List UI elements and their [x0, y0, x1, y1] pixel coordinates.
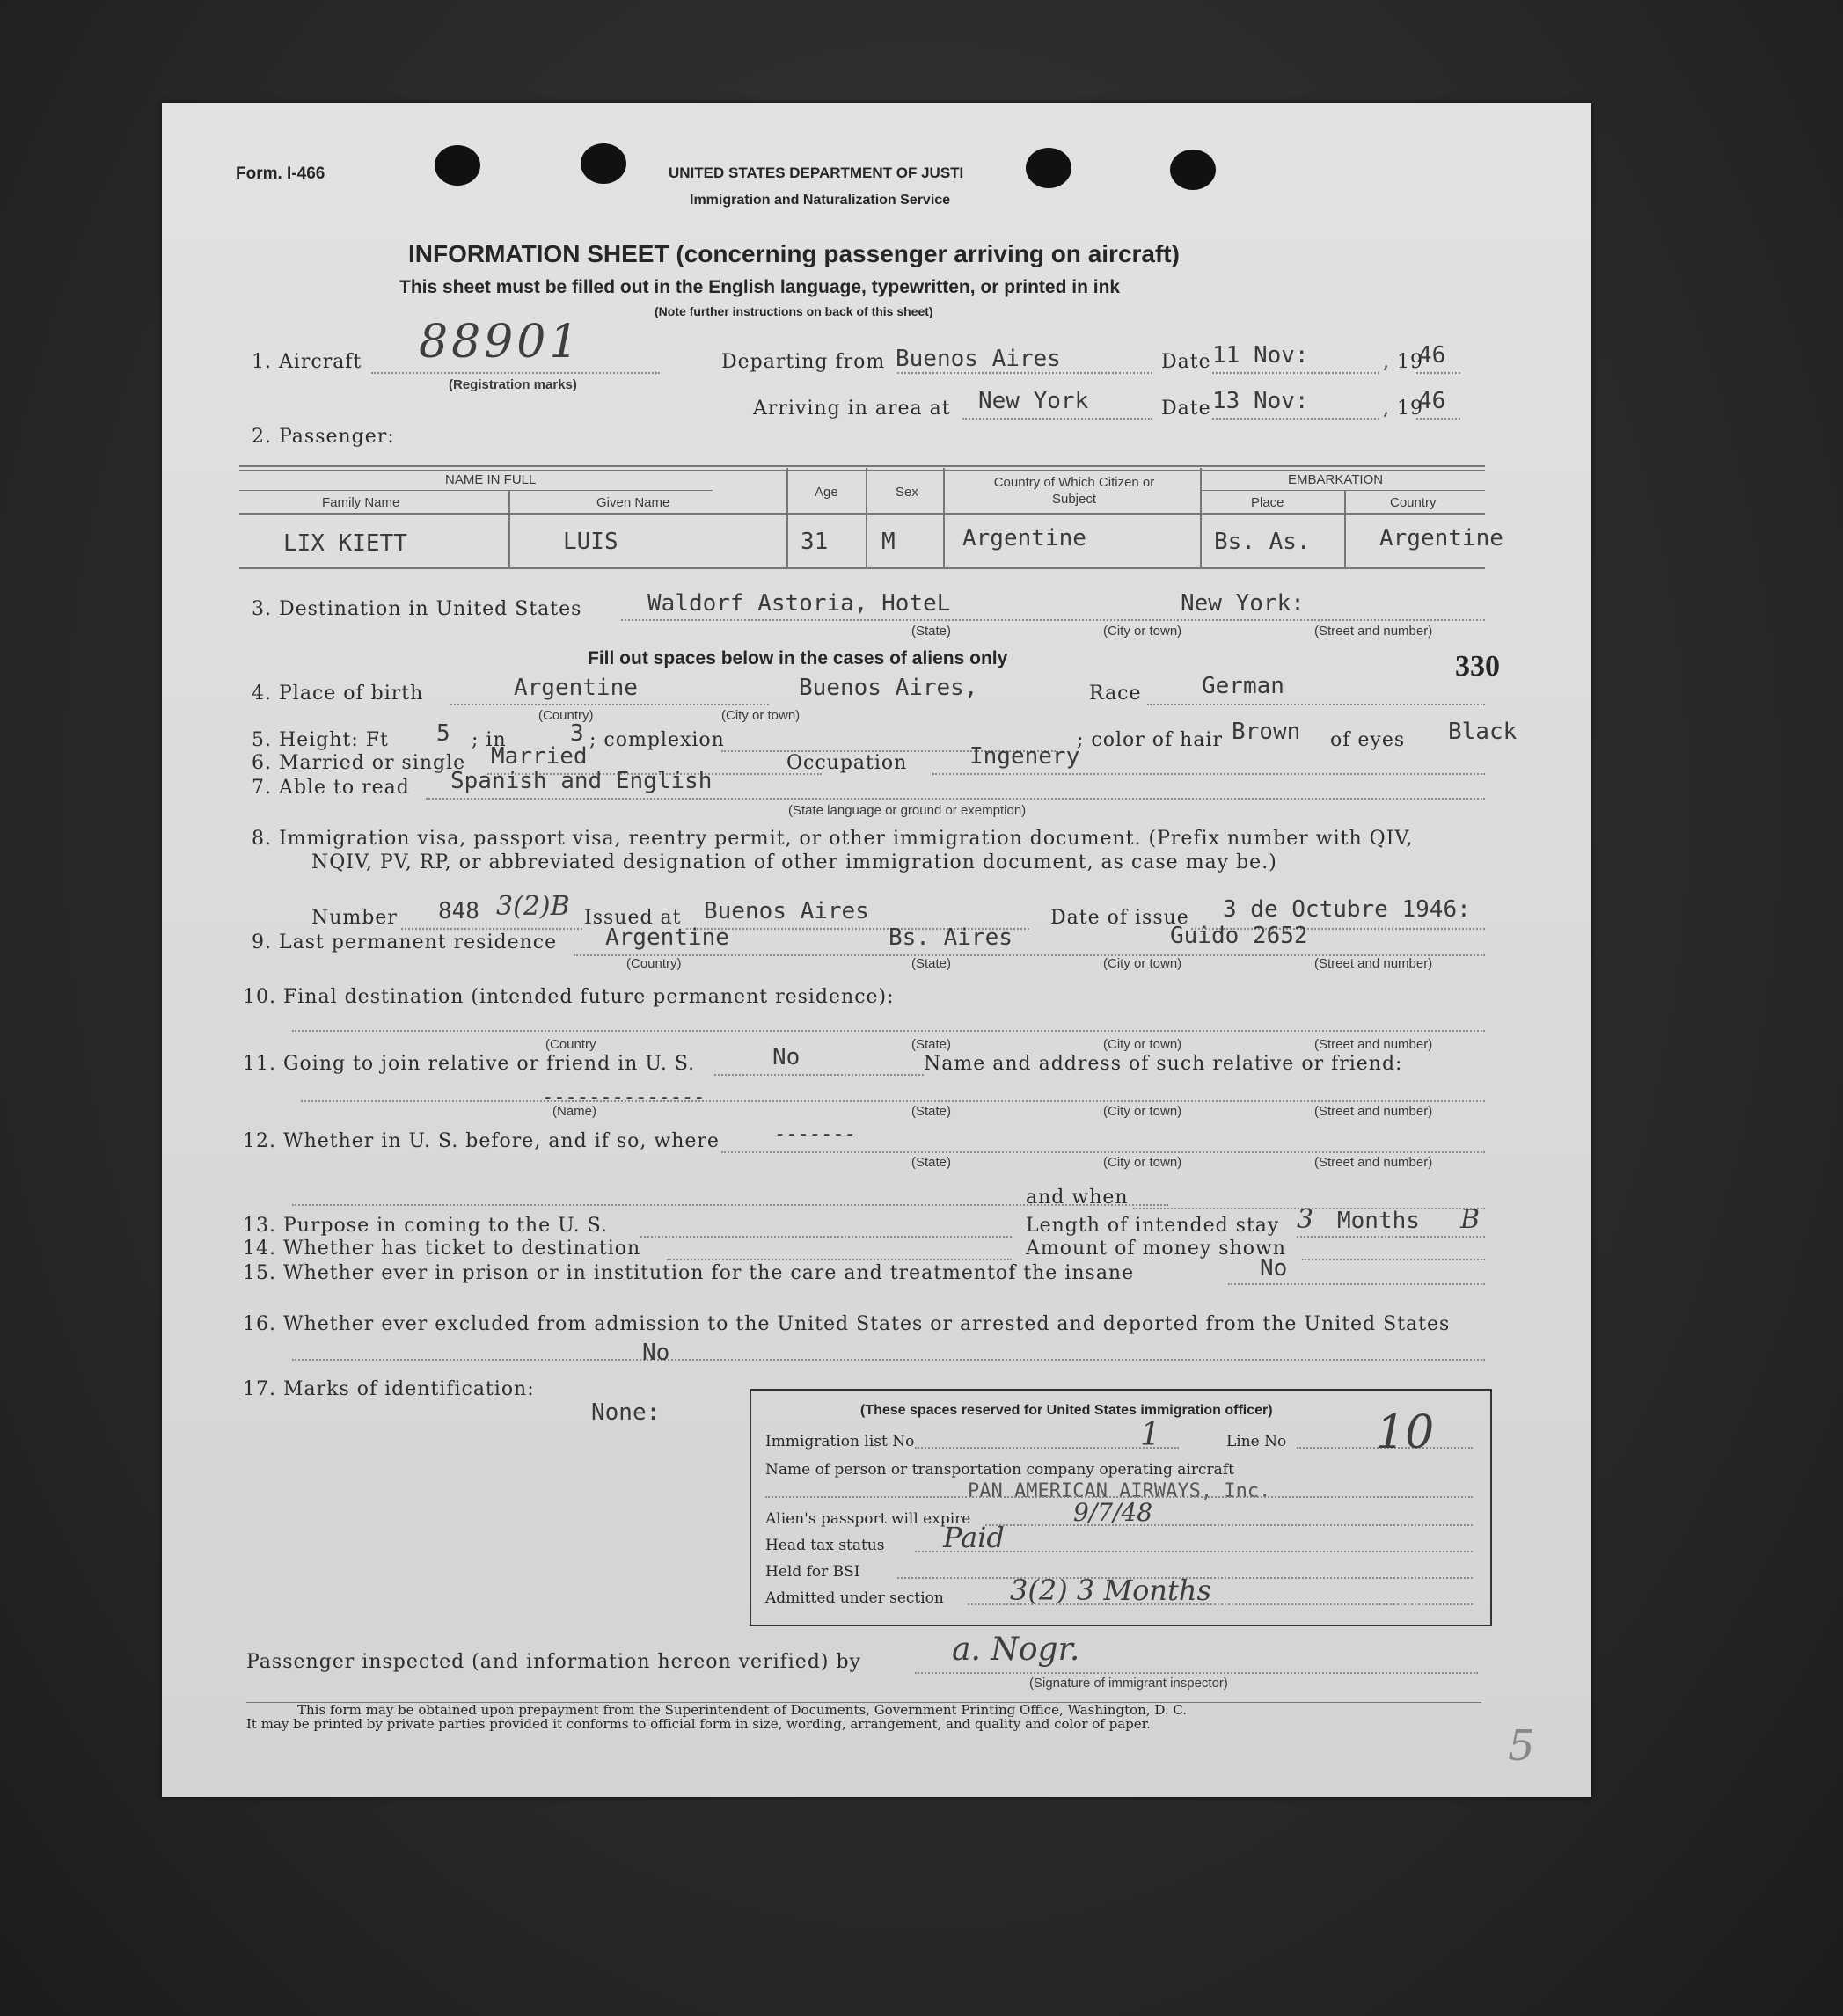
- relative-street-caption: (Street and number): [1314, 1104, 1433, 1119]
- read-label: 7. Able to read: [252, 777, 410, 799]
- before-street-caption: (Street and number): [1314, 1155, 1433, 1170]
- departing-value: Buenos Aires: [896, 346, 1061, 372]
- issued-at-value: Buenos Aires: [704, 898, 869, 924]
- page-title: INFORMATION SHEET (concerning passenger arriving on aircraft): [408, 240, 1180, 267]
- before-city-caption: (City or town): [1103, 1155, 1182, 1170]
- height-feet: 5: [436, 720, 450, 747]
- document-sheet: [162, 103, 1591, 1797]
- marital-label: 6. Married or single: [252, 752, 466, 774]
- embark-place-value: Bs. As.: [1214, 529, 1311, 555]
- visa-number: 848: [438, 898, 479, 924]
- passport-expire-label: Alien's passport will expire: [765, 1510, 971, 1528]
- line-number-value: 10: [1376, 1406, 1435, 1459]
- punch-hole: [435, 145, 480, 186]
- final-street-caption: (Street and number): [1314, 1037, 1433, 1052]
- before-state-caption: (State): [911, 1155, 952, 1170]
- eyes-label: of eyes: [1330, 729, 1406, 751]
- marks-label: 17. Marks of identification:: [243, 1378, 535, 1400]
- ticket-label: 14. Whether has ticket to destination: [243, 1238, 641, 1260]
- relative-name-caption: (Name): [552, 1104, 597, 1119]
- residence-city-caption: (City or town): [1103, 956, 1182, 971]
- relative-label: 11. Going to join relative or friend in U. S.: [243, 1053, 696, 1075]
- relative-value: No: [772, 1044, 801, 1070]
- birth-label: 4. Place of birth: [252, 683, 424, 705]
- prison-value: No: [1260, 1255, 1288, 1282]
- prison-label: 15. Whether ever in prison or in institution for the care and treatmentof the insane: [243, 1262, 1135, 1284]
- departure-date-label: Date: [1161, 351, 1211, 373]
- inspected-label: Passenger inspected (and information hereon verified) by: [246, 1651, 861, 1673]
- visa-number-handwritten: 3(2)B: [496, 891, 570, 922]
- when-label: and when: [1026, 1187, 1129, 1209]
- hair-label: ; color of hair: [1077, 729, 1223, 751]
- arrival-year: 46: [1418, 388, 1446, 414]
- destination-label: 3. Destination in United States: [252, 598, 582, 620]
- header-age: Age: [815, 485, 838, 500]
- citizen-value: Argentine: [962, 525, 1086, 551]
- purpose-label: 13. Purpose in coming to the U. S.: [243, 1215, 608, 1237]
- race-value: German: [1202, 673, 1284, 699]
- punch-hole: [1170, 150, 1216, 190]
- visa-number-label: Number: [311, 907, 398, 929]
- occupation-value: Ingenery: [969, 743, 1080, 770]
- hair-value: Brown: [1232, 719, 1301, 745]
- passenger-label: 2. Passenger:: [252, 426, 395, 448]
- eyes-value: Black: [1448, 719, 1518, 745]
- header-embarkation: EMBARKATION: [1288, 472, 1384, 487]
- instructions-note: (Note further instructions on back of this sheet): [655, 304, 933, 318]
- punch-hole: [1026, 148, 1071, 188]
- stay-label: Length of intended stay: [1026, 1215, 1280, 1237]
- occupation-label: Occupation: [786, 752, 908, 774]
- header-name-in-full: NAME IN FULL: [445, 472, 537, 487]
- immigration-list-value: 1: [1140, 1417, 1160, 1453]
- residence-country-caption: (Country): [626, 956, 682, 971]
- relative-state-caption: (State): [911, 1104, 952, 1119]
- held-bsi-label: Held for BSI: [765, 1563, 860, 1581]
- height-label: 5. Height: Ft: [252, 729, 389, 751]
- residence-state: Bs. Aires: [889, 924, 1013, 951]
- arriving-value: New York: [978, 388, 1089, 414]
- registration-caption: (Registration marks): [449, 377, 577, 392]
- birth-city-caption: (City or town): [721, 708, 801, 723]
- birth-country: Argentine: [514, 675, 638, 701]
- money-label: Amount of money shown: [1026, 1238, 1286, 1260]
- company-stamp: PAN AMERICAN AIRWAYS, Inc.: [968, 1480, 1271, 1502]
- complexion-label: ; complexion: [589, 729, 725, 751]
- race-label: Race: [1089, 683, 1142, 705]
- head-tax-value: Paid: [943, 1521, 1005, 1554]
- before-label: 12. Whether in U. S. before, and if so, where: [243, 1130, 720, 1152]
- service-name: Immigration and Naturalization Service: [690, 193, 951, 208]
- height-inches: 3: [570, 720, 584, 747]
- immigration-list-label: Immigration list No: [765, 1433, 915, 1450]
- visa-label-line1: 8. Immigration visa, passport visa, reentry permit, or other immigration document. (Prefix number with QIV,: [252, 828, 1414, 850]
- issued-at-label: Issued at: [584, 907, 682, 929]
- footer-line2: It may be printed by private parties provided it conforms to official form in size, wording, arrangement, and quality and color of paper.: [246, 1716, 1151, 1732]
- marital-value: Married: [491, 743, 588, 770]
- residence-street: Guido 2652: [1170, 923, 1308, 949]
- residence-country: Argentine: [605, 924, 729, 951]
- inches-label: ; in: [472, 729, 507, 751]
- excluded-value: No: [642, 1340, 670, 1366]
- form-number: Form. I-466: [236, 164, 325, 183]
- header-country-citizen: Country of Which Citizen or Subject: [993, 475, 1155, 507]
- visa-label-line2: NQIV, PV, RP, or abbreviated designation of other immigration document, as case may be.): [311, 851, 1277, 873]
- before-value: -------: [774, 1123, 856, 1145]
- header-sex: Sex: [896, 485, 918, 500]
- line-number-label: Line No: [1226, 1433, 1287, 1450]
- marks-value: None:: [591, 1399, 661, 1426]
- admitted-section-value: 3(2) 3 Months: [1010, 1574, 1211, 1607]
- given-name-value: LUIS: [563, 529, 618, 555]
- corner-mark: 5: [1508, 1721, 1535, 1771]
- admitted-section-label: Admitted under section: [765, 1589, 944, 1607]
- punch-hole: [581, 143, 626, 184]
- person-company-label: Name of person or transportation company operating aircraft: [765, 1461, 1234, 1479]
- inspector-signature: a. Nogr.: [952, 1632, 1080, 1668]
- stay-handwritten: 3: [1297, 1204, 1314, 1235]
- final-state-caption: (State): [911, 1037, 952, 1052]
- departure-year-prefix: , 19: [1383, 351, 1423, 373]
- stamp-number: 330: [1455, 650, 1500, 683]
- departing-label: Departing from: [721, 351, 886, 373]
- destination-state-caption: (State): [911, 624, 952, 639]
- residence-label: 9. Last permanent residence: [252, 931, 558, 953]
- final-city-caption: (City or town): [1103, 1037, 1182, 1052]
- stay-handwritten-mark: B: [1460, 1204, 1481, 1235]
- destination-street-caption: (Street and number): [1314, 624, 1433, 639]
- header-place: Place: [1251, 495, 1284, 510]
- date-issue-label: Date of issue: [1050, 907, 1189, 929]
- final-destination-label: 10. Final destination (intended future permanent residence):: [243, 986, 895, 1008]
- departure-year: 46: [1418, 342, 1446, 369]
- date-issue-value: 3 de Octubre 1946:: [1223, 896, 1471, 923]
- birth-country-caption: (Country): [538, 708, 594, 723]
- header-embark-country: Country: [1390, 495, 1437, 510]
- header-given-name: Given Name: [596, 495, 670, 510]
- excluded-label: 16. Whether ever excluded from admission to the United States or arrested and deported from the United States: [243, 1313, 1451, 1335]
- residence-street-caption: (Street and number): [1314, 956, 1433, 971]
- sex-value: M: [881, 529, 896, 555]
- stay-value: Months: [1337, 1208, 1420, 1234]
- birth-city: Buenos Aires,: [799, 675, 978, 701]
- arrival-date: 13 Nov:: [1212, 388, 1309, 414]
- page-subtitle: This sheet must be filled out in the English language, typewritten, or printed in ink: [399, 277, 1121, 297]
- relative-name-label: Name and address of such relative or friend:: [924, 1053, 1403, 1075]
- arriving-label: Arriving in area at: [753, 398, 951, 420]
- header-family-name: Family Name: [322, 495, 400, 510]
- passport-expire-value: 9/7/48: [1073, 1498, 1153, 1527]
- family-name-value: LIX KIETT: [283, 530, 407, 557]
- embark-country-value: Argentine: [1379, 525, 1503, 551]
- aliens-note: Fill out spaces below in the cases of aliens only: [588, 648, 1008, 668]
- signature-caption: (Signature of immigrant inspector): [1029, 1676, 1228, 1691]
- relative-city-caption: (City or town): [1103, 1104, 1182, 1119]
- aircraft-registration: 88901: [419, 316, 582, 369]
- destination-value: Waldorf Astoria, HoteL: [647, 590, 951, 617]
- officer-box-title: (These spaces reserved for United States immigration officer): [860, 1403, 1273, 1418]
- department-name: UNITED STATES DEPARTMENT OF JUSTI: [669, 164, 964, 181]
- age-value: 31: [801, 529, 829, 555]
- arrival-date-label: Date: [1161, 398, 1211, 420]
- footer-line1: This form may be obtained upon prepayment from the Superintendent of Documents, Government Printing Office, Washington, D. C.: [297, 1702, 1188, 1718]
- relative-dashes: --------------: [542, 1086, 706, 1108]
- destination-city: New York:: [1181, 590, 1305, 617]
- read-value: Spanish and English: [450, 768, 713, 794]
- final-country-caption: (Country: [545, 1037, 596, 1052]
- arrival-year-prefix: , 19: [1383, 398, 1423, 420]
- head-tax-label: Head tax status: [765, 1537, 885, 1554]
- destination-city-caption: (City or town): [1103, 624, 1182, 639]
- departure-date: 11 Nov:: [1212, 342, 1309, 369]
- aircraft-label: 1. Aircraft: [252, 351, 362, 373]
- read-caption: (State language or ground or exemption): [788, 803, 1027, 818]
- residence-state-caption: (State): [911, 956, 952, 971]
